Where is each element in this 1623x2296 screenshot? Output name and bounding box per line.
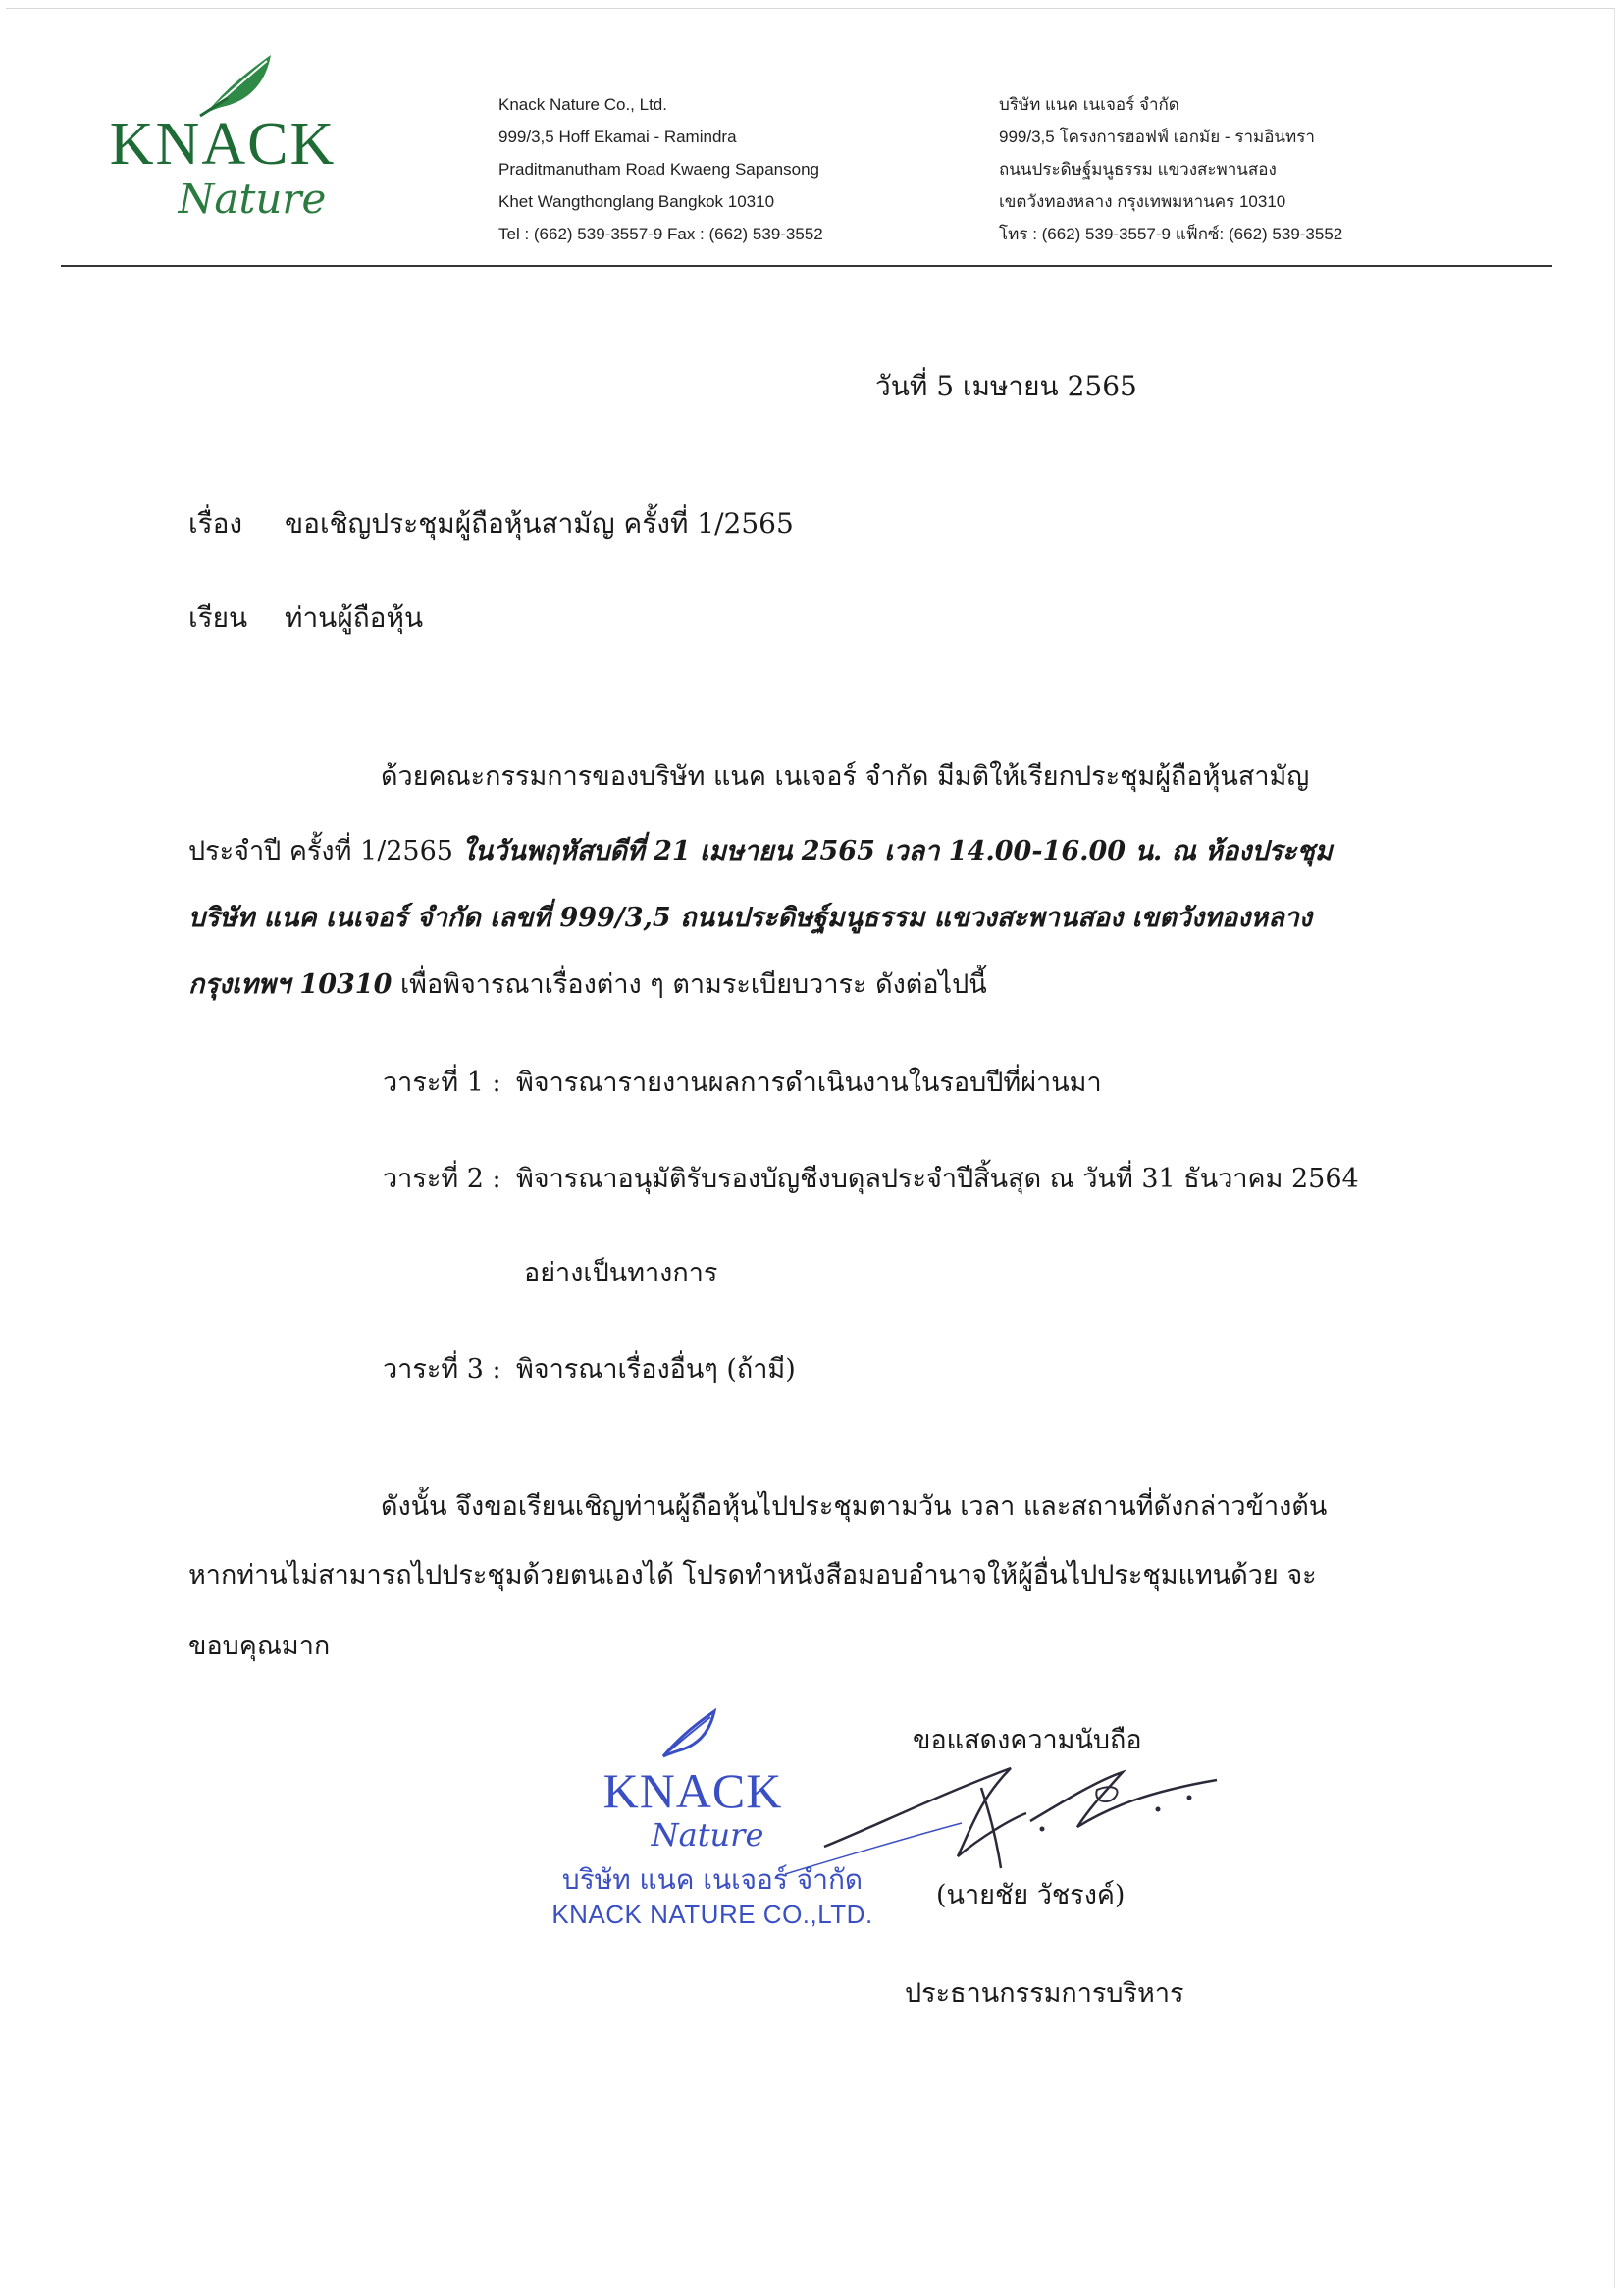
subject-label: เรื่อง — [188, 507, 243, 540]
page-edge — [6, 8, 1615, 2288]
agenda-item-1 — [383, 1066, 1102, 1101]
address-line: เขตวังทองหลาง กรุงเทพมหานคร 10310 — [999, 192, 1286, 211]
agenda-label: วาระที่ 1 : — [383, 1068, 501, 1098]
leaf-icon — [657, 1707, 720, 1760]
address-line: ถนนประดิษฐ์มนูธรรม แขวงสะพานสอง — [999, 160, 1277, 179]
meeting-venue: บริษัท แนค เนเจอร์ จำกัด เลขที่ 999/3,5 ถนนประดิษฐ์มนูธรรม แขวงสะพานสอง เขตวังทองหลาง — [188, 903, 1312, 933]
logo-script: Nature — [178, 175, 327, 223]
text-run: ประจำปี ครั้งที่ 1/2565 — [188, 836, 462, 866]
subject-text: ขอเชิญประชุมผู้ถือหุ้นสามัญ ครั้งที่ 1/2565 — [285, 507, 794, 540]
agenda-item-2-continuation: อย่างเป็นทางการ — [524, 1258, 718, 1288]
paragraph-1-line-1: ด้วยคณะกรรมการของบริษัท แนค เนเจอร์ จำกัด มีมติให้เรียกประชุมผู้ถือหุ้นสามัญ — [381, 761, 1310, 792]
address-line: บริษัท แนค เนเจอร์ จำกัด — [999, 95, 1179, 114]
signer-title: ประธานกรรมการบริหาร — [905, 1978, 1184, 2009]
agenda-label: วาระที่ 2 : — [383, 1164, 501, 1194]
address-line: Khet Wangthonglang Bangkok 10310 — [498, 192, 775, 211]
paragraph-2-line-1: ดังนั้น จึงขอเรียนเชิญท่านผู้ถือหุ้นไปประชุมตามวัน เวลา และสถานที่ดังกล่าวข้างต้น — [381, 1491, 1328, 1522]
paragraph-2-line-3: ขอบคุณมาก — [188, 1631, 331, 1661]
recipient-line — [188, 600, 423, 636]
recipient-text: ท่านผู้ถือหุ้น — [285, 601, 424, 634]
agenda-text: พิจารณาอนุมัติรับรองบัญชีงบดุลประจำปีสิ้นสุด ณ วันที่ 31 ธันวาคม 2564 — [516, 1164, 1359, 1194]
agenda-text: พิจารณาเรื่องอื่นๆ (ถ้ามี) — [516, 1354, 796, 1384]
paragraph-2-line-2: หากท่านไม่สามารถไปประชุมด้วยตนเองได้ โปรดทำหนังสือมอบอำนาจให้ผู้อื่นไปประชุมแทนด้วย จะ — [188, 1560, 1317, 1591]
handwritten-signature — [785, 1758, 1276, 1886]
agenda-text: พิจารณารายงานผลการดำเนินงานในรอบปีที่ผ่านมา — [516, 1068, 1102, 1098]
stamp-name-english: KNACK NATURE CO.,LTD. — [551, 1900, 873, 1929]
text-run: เพื่อพิจารณาเรื่องต่าง ๆ ตามระเบียบวาระ ดังต่อไปนี้ — [392, 969, 987, 1000]
stamp-wordmark: KNACK — [602, 1763, 783, 1818]
agenda-item-2 — [383, 1162, 1359, 1197]
stamp-script: Nature — [651, 1816, 764, 1853]
stamp-name-thai: บริษัท แนค เนเจอร์ จำกัด — [561, 1863, 864, 1896]
paragraph-1-line-4 — [188, 967, 987, 1003]
logo-wordmark: KNACK — [109, 111, 337, 178]
subject-line — [188, 506, 794, 542]
contact-line: Tel : (662) 539-3557-9 Fax : (662) 539-3552 — [498, 225, 823, 243]
venue-city: กรุงเทพฯ 10310 — [188, 969, 393, 1000]
address-line: Praditmanutham Road Kwaeng Sapansong — [498, 160, 819, 179]
closing-salutation: ขอแสดงความนับถือ — [913, 1725, 1142, 1755]
leaf-icon — [198, 49, 279, 118]
meeting-datetime: ในวันพฤหัสบดีที่ 21 เมษายน 2565 เวลา 14.00-16.00 น. ณ ห้องประชุม — [461, 836, 1333, 866]
recipient-label: เรียน — [188, 601, 248, 634]
company-logo — [90, 43, 365, 249]
address-thai — [999, 88, 1411, 250]
paragraph-1-line-2 — [188, 834, 1333, 869]
address-line: 999/3,5 โครงการฮอฟฟ์ เอกมัย - รามอินทรา — [999, 128, 1315, 146]
signer-name: (นายชัย วัชรงค์) — [936, 1880, 1126, 1910]
agenda-item-3 — [383, 1352, 796, 1387]
address-line: 999/3,5 Hoff Ekamai - Ramindra — [498, 128, 737, 146]
header-divider — [61, 265, 1552, 267]
agenda-label: วาระที่ 3 : — [383, 1354, 501, 1384]
letter-date: วันที่ 5 เมษายน 2565 — [875, 370, 1137, 402]
address-english — [498, 88, 911, 250]
address-line: Knack Nature Co., Ltd. — [498, 95, 667, 114]
contact-line: โทร : (662) 539-3557-9 แฟ็กซ์: (662) 539-3552 — [999, 225, 1343, 243]
